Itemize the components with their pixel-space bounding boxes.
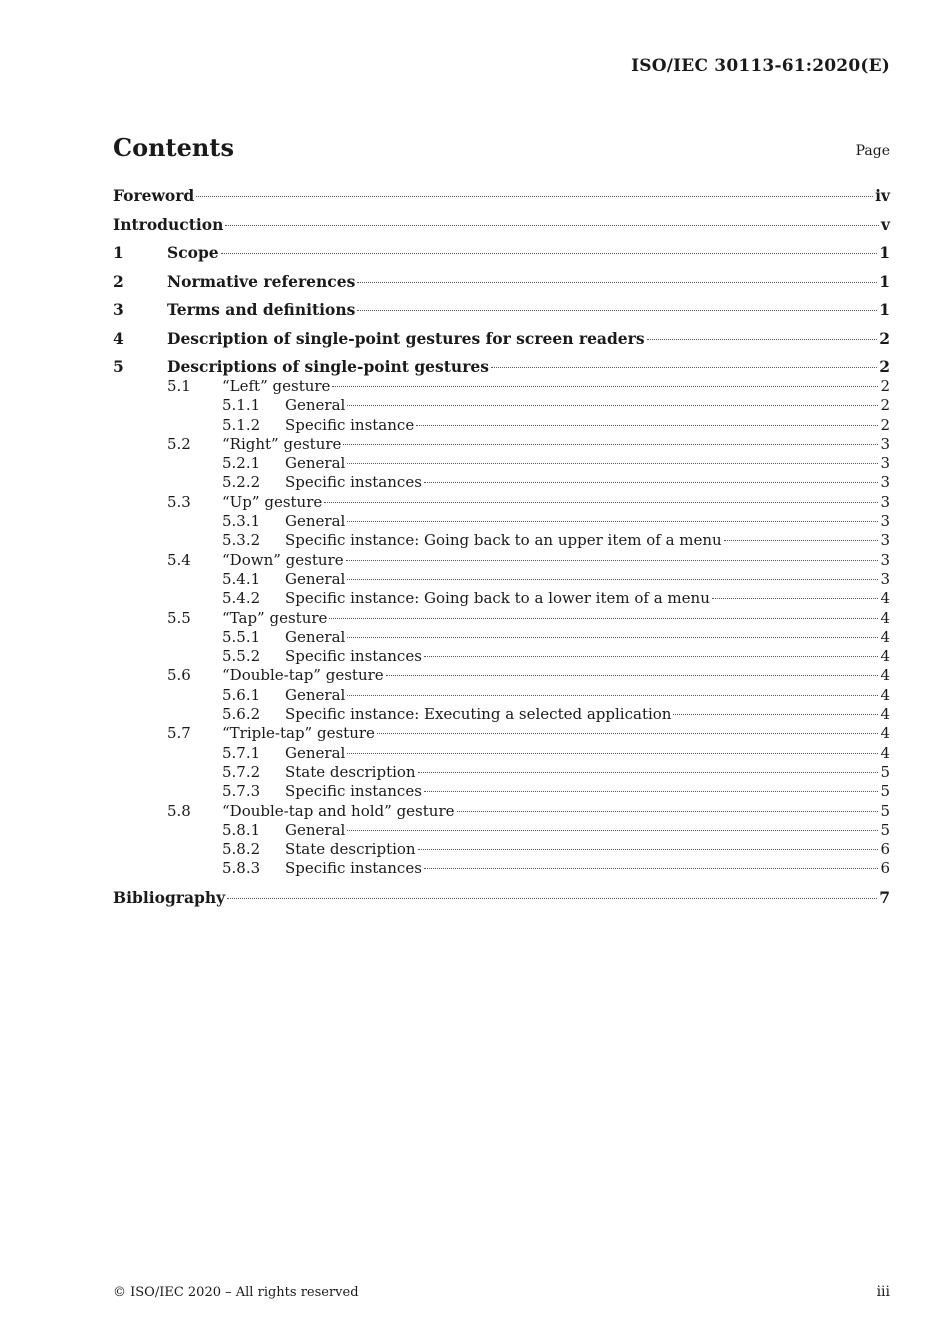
toc-entry-number: 5.3.2 — [222, 531, 261, 550]
toc-entry-page: 3 — [880, 512, 890, 531]
toc-entry-subsubclause[interactable] — [113, 744, 890, 763]
dot-leader — [343, 444, 878, 445]
toc-entry-introduction[interactable] — [113, 215, 890, 244]
toc-entry-page: 4 — [880, 685, 890, 704]
toc-entry-page: 5 — [880, 820, 890, 839]
toc-entry-page: iv — [875, 186, 890, 205]
dot-leader — [225, 225, 879, 226]
toc-entry-clause[interactable] — [113, 357, 890, 377]
dot-leader — [347, 405, 878, 406]
toc-entry-subclause[interactable] — [113, 724, 890, 743]
toc-entry-number: 5.3 — [167, 492, 191, 511]
toc-entry-number: 5.5 — [167, 608, 191, 627]
toc-entry-title: Specific instance: Going back to an upper item of a menu — [285, 531, 722, 550]
toc-entry-title: Specific instances — [285, 782, 422, 801]
dot-leader — [357, 310, 877, 311]
toc-entry-subsubclause[interactable] — [113, 628, 890, 647]
toc-entry-page: 1 — [879, 243, 890, 262]
toc-entry-number: 5.8.2 — [222, 840, 261, 859]
page-title: Contents — [113, 133, 234, 162]
dot-leader — [673, 714, 878, 715]
toc-entry-number: 5.5.1 — [222, 627, 261, 646]
toc-entry-title: “Down” gesture — [222, 550, 344, 569]
toc-entry-subsubclause[interactable] — [113, 821, 890, 840]
toc-entry-page: 6 — [880, 840, 890, 859]
toc-entry-number: 1 — [113, 243, 124, 262]
dot-leader — [324, 502, 878, 503]
toc-entry-title: Scope — [167, 243, 219, 262]
toc-entry-subsubclause[interactable] — [113, 454, 890, 473]
toc-entry-number: 5.7 — [167, 724, 191, 743]
toc-entry-page: 6 — [880, 859, 890, 878]
dot-leader — [416, 425, 878, 426]
toc-entry-page: 7 — [879, 887, 890, 907]
dot-leader — [424, 656, 879, 657]
dot-leader — [347, 830, 878, 831]
toc-entry-page: 4 — [880, 724, 890, 743]
toc-entry-page: 1 — [879, 300, 890, 319]
toc-entry-number: 5.7.2 — [222, 762, 261, 781]
document-id-header: ISO/IEC 30113-61:2020(E) — [631, 56, 890, 76]
toc-entry-page: 4 — [880, 743, 890, 762]
toc-entry-subsubclause[interactable] — [113, 763, 890, 782]
toc-entry-title: Terms and definitions — [167, 300, 356, 319]
toc-entry-number: 5.4.2 — [222, 589, 261, 608]
toc-entry-title: Specific instances — [285, 473, 422, 492]
toc-entry-foreword[interactable] — [113, 186, 890, 215]
dot-leader — [357, 282, 877, 283]
dot-leader — [424, 868, 879, 869]
toc-entry-page: 2 — [879, 328, 890, 348]
dot-leader — [347, 463, 878, 464]
toc-entry-page: 2 — [880, 396, 890, 415]
toc-entry-clause[interactable] — [113, 300, 890, 329]
toc-entry-title: Specific instance: Going back to a lower item of a menu — [285, 589, 710, 608]
dot-leader — [418, 849, 879, 850]
toc-entry-title: “Up” gesture — [222, 492, 323, 511]
toc-entry-number: 5.7.1 — [222, 743, 261, 762]
dot-leader — [386, 675, 879, 676]
toc-entry-title: Normative references — [167, 271, 356, 291]
toc-entry-page: 5 — [880, 762, 890, 781]
toc-entry-title: General — [285, 685, 346, 704]
toc-entry-page: 5 — [880, 782, 890, 801]
toc-entry-subsubclause[interactable] — [113, 416, 890, 435]
toc-entry-page: 1 — [879, 271, 890, 291]
toc-entry-page: 2 — [879, 357, 890, 376]
toc-entry-page: 3 — [880, 531, 890, 550]
dot-leader — [457, 811, 879, 812]
toc-entry-title: “Tap” gesture — [222, 608, 328, 627]
toc-entry-title: State description — [285, 762, 416, 781]
toc-entry-title: “Double-tap” gesture — [222, 666, 384, 685]
dot-leader — [196, 196, 873, 197]
toc-entry-number: 5.6 — [167, 666, 191, 685]
toc-entry-subclause[interactable] — [113, 802, 890, 821]
toc-entry-title: Foreword — [113, 186, 195, 205]
toc-entry-page: 2 — [880, 377, 890, 395]
toc-entry-subsubclause[interactable] — [113, 686, 890, 705]
page-number: iii — [876, 1284, 890, 1300]
toc-entry-bibliography[interactable] — [113, 888, 890, 917]
toc-entry-title: State description — [285, 840, 416, 859]
toc-entry-page: 3 — [880, 550, 890, 569]
toc-entry-number: 5.8.1 — [222, 820, 261, 839]
dot-leader — [712, 598, 879, 599]
toc-entry-title: Specific instance — [285, 415, 415, 434]
dot-leader — [332, 386, 878, 387]
toc-entry-page: 3 — [880, 434, 890, 453]
toc-entry-clause[interactable] — [113, 329, 890, 358]
toc-entry-number: 5.8.3 — [222, 859, 261, 878]
toc-entry-title: General — [285, 512, 346, 531]
toc-entry-page: 4 — [880, 589, 890, 608]
toc-entry-subsubclause[interactable] — [113, 705, 890, 724]
toc-entry-title: General — [285, 396, 346, 415]
toc-entry-number: 5.8 — [167, 801, 191, 820]
dot-leader — [724, 540, 879, 541]
toc-entry-subclause[interactable] — [113, 609, 890, 628]
dot-leader — [346, 560, 879, 561]
toc-entry-subsubclause[interactable] — [113, 570, 890, 589]
toc-entry-page: 3 — [880, 569, 890, 588]
toc-entry-subsubclause[interactable] — [113, 782, 890, 801]
toc-entry-title: Specific instance: Executing a selected application — [285, 705, 672, 724]
toc-entry-title: General — [285, 820, 346, 839]
toc-entry-page: 4 — [880, 647, 890, 666]
toc-entry-title: “Double-tap and hold” gesture — [222, 801, 455, 820]
toc-entry-page: 3 — [880, 492, 890, 511]
toc-entry-page: 4 — [880, 666, 890, 685]
dot-leader — [647, 339, 878, 340]
toc-entry-page: 2 — [880, 415, 890, 434]
toc-entry-subsubclause[interactable] — [113, 473, 890, 492]
copyright-notice: © ISO/IEC 2020 – All rights reserved — [113, 1285, 359, 1300]
toc-entry-number: 5.6.2 — [222, 705, 261, 724]
toc-entry-subsubclause[interactable] — [113, 531, 890, 550]
dot-leader — [347, 579, 878, 580]
toc-entry-page: 4 — [880, 627, 890, 646]
dot-leader — [221, 253, 878, 254]
toc-entry-page: 4 — [880, 705, 890, 724]
toc-entry-page: 3 — [880, 454, 890, 473]
toc-entry-subclause[interactable] — [113, 377, 890, 396]
toc-entry-title: “Right” gesture — [222, 434, 342, 453]
toc-entry-title: Description of single-point gestures for screen readers — [167, 328, 645, 348]
dot-leader — [227, 898, 877, 899]
toc-entry-subclause[interactable] — [113, 551, 890, 570]
toc-entry-number: 5.6.1 — [222, 685, 261, 704]
toc-entry-title: “Left” gesture — [222, 377, 331, 395]
toc-entry-title: Bibliography — [113, 887, 226, 907]
toc-entry-number: 5.2.1 — [222, 454, 261, 473]
toc-entry-page: 5 — [880, 801, 890, 820]
table-of-contents — [113, 186, 890, 916]
toc-entry-subsubclause[interactable] — [113, 859, 890, 878]
toc-entry-number: 5 — [113, 357, 124, 376]
toc-entry-number: 2 — [113, 271, 124, 291]
toc-entry-title: Specific instances — [285, 647, 422, 666]
toc-entry-clause[interactable] — [113, 243, 890, 272]
toc-entry-subsubclause[interactable] — [113, 647, 890, 666]
toc-entry-number: 5.1 — [167, 377, 191, 395]
toc-entry-number: 5.2 — [167, 434, 191, 453]
toc-entry-subsubclause[interactable] — [113, 512, 890, 531]
dot-leader — [418, 772, 879, 773]
page-column-label: Page — [855, 143, 890, 159]
dot-leader — [347, 521, 878, 522]
dot-leader — [424, 482, 879, 483]
toc-entry-number: 3 — [113, 300, 124, 319]
toc-entry-number: 5.4.1 — [222, 569, 261, 588]
dot-leader — [424, 791, 879, 792]
toc-entry-title: Descriptions of single-point gestures — [167, 357, 489, 376]
toc-entry-subclause[interactable] — [113, 435, 890, 454]
dot-leader — [347, 637, 878, 638]
toc-entry-subclause[interactable] — [113, 493, 890, 512]
toc-entry-title: General — [285, 569, 346, 588]
dot-leader — [347, 753, 878, 754]
toc-entry-subsubclause[interactable] — [113, 396, 890, 415]
toc-entry-title: General — [285, 627, 346, 646]
toc-entry-number: 5.7.3 — [222, 782, 261, 801]
toc-entry-title: Specific instances — [285, 859, 422, 878]
dot-leader — [491, 367, 877, 368]
toc-entry-number: 5.5.2 — [222, 647, 261, 666]
dot-leader — [347, 695, 878, 696]
toc-entry-page: 4 — [880, 608, 890, 627]
toc-entry-title: Introduction — [113, 214, 224, 234]
toc-entry-number: 5.3.1 — [222, 512, 261, 531]
toc-entry-subclause[interactable] — [113, 666, 890, 685]
toc-entry-title: “Triple-tap” gesture — [222, 724, 375, 743]
toc-entry-page: v — [880, 214, 890, 234]
toc-entry-page: 3 — [880, 473, 890, 492]
toc-entry-number: 4 — [113, 328, 124, 348]
toc-entry-number: 5.1.1 — [222, 396, 261, 415]
toc-entry-title: General — [285, 454, 346, 473]
toc-entry-clause[interactable] — [113, 272, 890, 301]
toc-entry-number: 5.2.2 — [222, 473, 261, 492]
dot-leader — [329, 618, 878, 619]
toc-entry-number: 5.4 — [167, 550, 191, 569]
toc-entry-number: 5.1.2 — [222, 415, 261, 434]
toc-entry-title: General — [285, 743, 346, 762]
toc-entry-subsubclause[interactable] — [113, 840, 890, 859]
dot-leader — [377, 733, 879, 734]
toc-entry-subsubclause[interactable] — [113, 589, 890, 608]
